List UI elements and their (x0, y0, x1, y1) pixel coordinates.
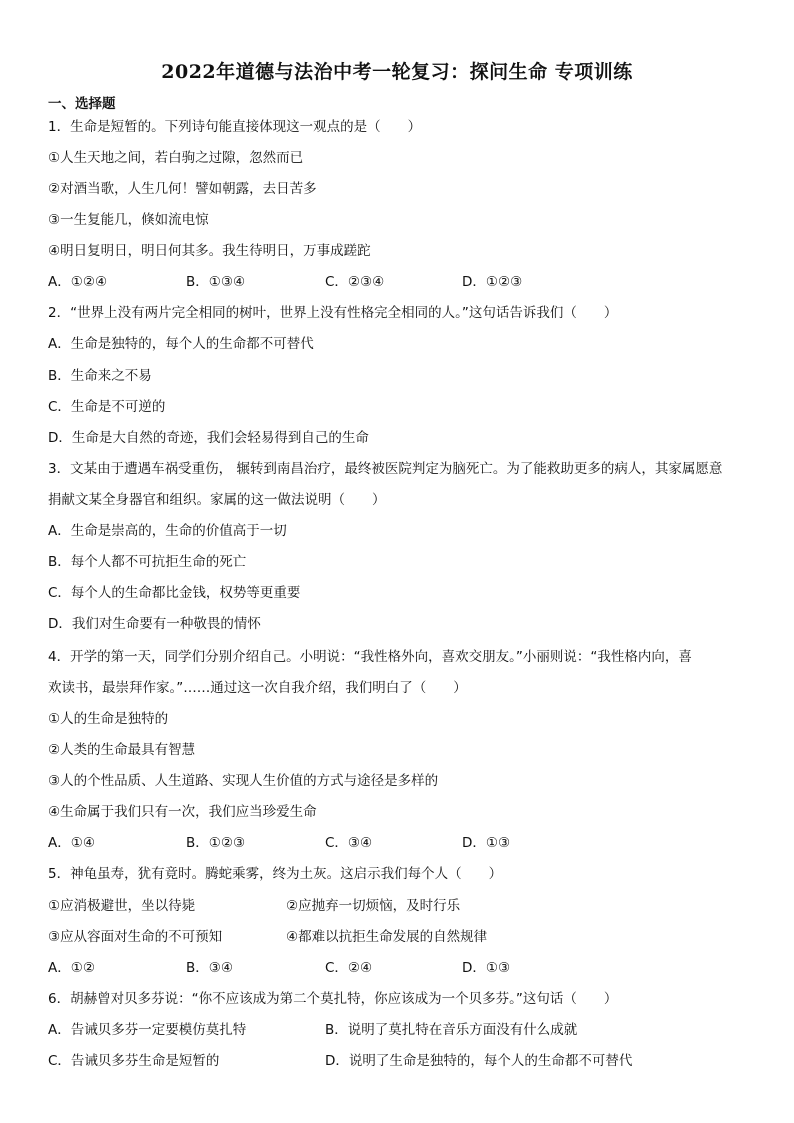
question-6-option-c: C．告诫贝多芬生命是短暂的 (48, 1053, 220, 1069)
question-4-option-a: A．①④ (48, 835, 95, 851)
question-3-option-d: D．我们对生命要有一种敬畏的情怀 (48, 616, 261, 632)
document-title: 2022年道德与法治中考一轮复习：探问生命 专项训练 (161, 61, 633, 83)
question-1-option-c: C．②③④ (325, 274, 385, 290)
question-6-option-a: A．告诫贝多芬一定要模仿莫扎特 (48, 1022, 247, 1038)
question-3-option-b: B．每个人都不可抗拒生命的死亡 (48, 554, 247, 570)
question-3-option-a: A．生命是崇高的，生命的价值高于一切 (48, 523, 287, 539)
question-4-option-c: C．③④ (325, 835, 373, 851)
question-2-option-c: C．生命是不可逆的 (48, 399, 166, 415)
question-5-stem: 5．神龟虽寿，犹有竟时。腾蛇乘雾，终为土灰。这启示我们每个人（ ） (48, 866, 503, 882)
question-1-stem: 1．生命是短暂的。下列诗句能直接体现这一观点的是（ ） (48, 119, 422, 135)
question-1-option-a: A．①②④ (48, 274, 108, 290)
question-4-item: ③人的个性品质、人生道路、实现人生价值的方式与途径是多样的 (48, 773, 439, 789)
question-4-option-b: B．①②③ (186, 835, 246, 851)
question-1-item: ④明日复明日，明日何其多。我生待明日，万事成蹉跎 (48, 243, 371, 259)
question-2-option-a: A．生命是独特的，每个人的生命都不可替代 (48, 336, 314, 352)
question-5-item: ④都难以抗拒生命发展的自然规律 (286, 929, 488, 945)
question-4-stem: 4．开学的第一天，同学们分别介绍自己。小明说：“我性格外向，喜欢交朋友。”小丽则说：“我性格内向，喜 (48, 649, 692, 665)
question-3-stem-continued: 捐献文某全身器官和组织。家属的这一做法说明（ ） (48, 492, 386, 508)
question-6-stem: 6．胡赫曾对贝多芬说：“你不应该成为第二个莫扎特，你应该成为一个贝多芬。”这句话（ ） (48, 991, 618, 1007)
question-2-option-b: B．生命来之不易 (48, 368, 152, 384)
question-4-option-d: D．①③ (462, 835, 511, 851)
question-3-stem: 3．文某由于遭遇车祸受重伤， 辗转到南昌治疗，最终被医院判定为脑死亡。为了能救助更多的病人，其家属愿意 (48, 461, 723, 477)
question-4-item: ④生命属于我们只有一次，我们应当珍爱生命 (48, 804, 317, 820)
question-2-option-d: D．生命是大自然的奇迹，我们会轻易得到自己的生命 (48, 430, 369, 446)
question-1-item: ①人生天地之间，若白驹之过隙，忽然而已 (48, 150, 304, 166)
question-5-option-d: D．①③ (462, 960, 511, 976)
question-3-option-c: C．每个人的生命都比金钱，权势等更重要 (48, 585, 301, 601)
question-1-item: ③一生复能几，倏如流电惊 (48, 212, 209, 228)
question-5-item: ③应从容面对生命的不可预知 (48, 929, 223, 945)
question-6-option-d: D．说明了生命是独特的，每个人的生命都不可替代 (325, 1053, 633, 1069)
question-6-option-b: B．说明了莫扎特在音乐方面没有什么成就 (325, 1022, 578, 1038)
question-4-item: ②人类的生命最具有智慧 (48, 742, 196, 758)
question-5-item: ②应抛弃一切烦恼，及时行乐 (286, 898, 461, 914)
question-5-option-b: B．③④ (186, 960, 233, 976)
question-5-option-a: A．①② (48, 960, 95, 976)
question-4-stem-continued: 欢读书，最崇拜作家。”……通过这一次自我介绍，我们明白了（ ） (48, 680, 467, 696)
question-4-item: ①人的生命是独特的 (48, 711, 169, 727)
section-heading: 一、选择题 (48, 96, 116, 112)
question-5-option-c: C．②④ (325, 960, 373, 976)
question-5-item: ①应消极避世，坐以待毙 (48, 898, 196, 914)
question-1-item: ②对酒当歌，人生几何！譬如朝露，去日苦多 (48, 181, 317, 197)
question-2-stem: 2．“世界上没有两片完全相同的树叶，世界上没有性格完全相同的人。”这句话告诉我们（ ） (48, 305, 618, 321)
question-1-option-b: B．①③④ (186, 274, 246, 290)
question-1-option-d: D．①②③ (462, 274, 523, 290)
